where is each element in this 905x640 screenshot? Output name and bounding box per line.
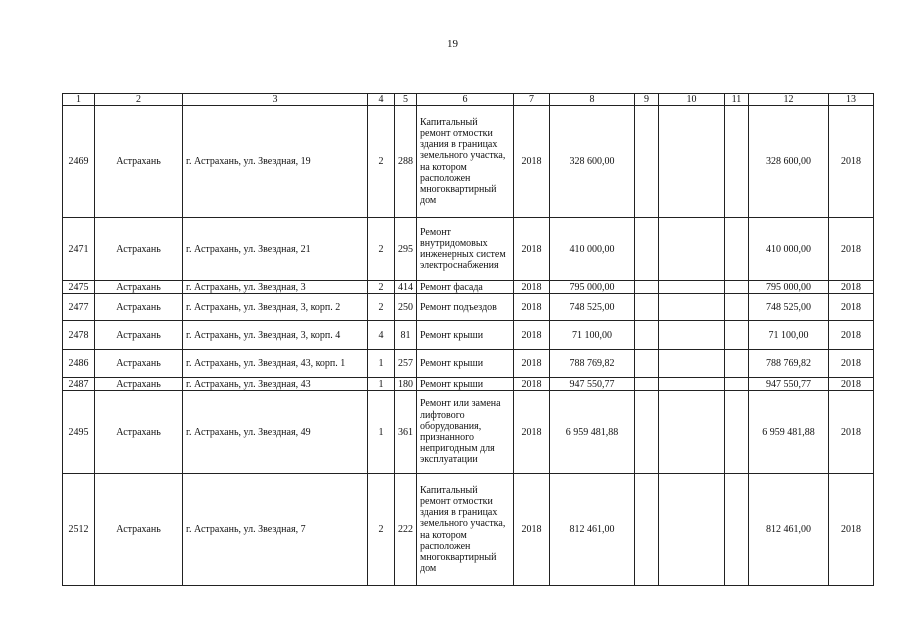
city-cell: Астрахань [95, 378, 183, 391]
total-cell: 71 100,00 [749, 321, 829, 350]
total-cell: 947 550,77 [749, 378, 829, 391]
year-cell: 2018 [514, 294, 550, 321]
row-number: 2512 [63, 474, 95, 586]
col4-cell: 2 [368, 106, 395, 218]
cost-cell: 748 525,00 [550, 294, 635, 321]
row-number: 2495 [63, 391, 95, 474]
city-cell: Астрахань [95, 218, 183, 281]
col10-cell [659, 350, 725, 378]
total-cell: 748 525,00 [749, 294, 829, 321]
city-cell: Астрахань [95, 294, 183, 321]
table-row [63, 391, 874, 474]
total-cell: 788 769,82 [749, 350, 829, 378]
table-row [63, 294, 874, 321]
page-number: 19 [447, 38, 458, 50]
city-cell: Астрахань [95, 391, 183, 474]
total-cell: 328 600,00 [749, 106, 829, 218]
col4-cell: 1 [368, 378, 395, 391]
col5-cell: 222 [395, 474, 417, 586]
address-cell: г. Астрахань, ул. Звездная, 49 [183, 391, 368, 474]
col11-cell [725, 350, 749, 378]
end-year-cell: 2018 [829, 321, 874, 350]
year-cell: 2018 [514, 378, 550, 391]
year-cell: 2018 [514, 281, 550, 294]
year-cell: 2018 [514, 391, 550, 474]
col5-cell: 250 [395, 294, 417, 321]
col4-cell: 2 [368, 281, 395, 294]
address-cell: г. Астрахань, ул. Звездная, 7 [183, 474, 368, 586]
table-row [63, 350, 874, 378]
row-number: 2478 [63, 321, 95, 350]
col4-cell: 1 [368, 391, 395, 474]
col5-cell: 414 [395, 281, 417, 294]
cost-cell: 788 769,82 [550, 350, 635, 378]
col5-cell: 180 [395, 378, 417, 391]
col10-cell [659, 106, 725, 218]
header-cell: 7 [514, 94, 550, 106]
col5-cell: 288 [395, 106, 417, 218]
total-cell: 410 000,00 [749, 218, 829, 281]
col9-cell [635, 378, 659, 391]
row-number: 2475 [63, 281, 95, 294]
cost-cell: 6 959 481,88 [550, 391, 635, 474]
col10-cell [659, 294, 725, 321]
city-cell: Астрахань [95, 474, 183, 586]
col5-cell: 81 [395, 321, 417, 350]
repair-program-table [62, 93, 874, 586]
header-cell: 1 [63, 94, 95, 106]
table-row [63, 321, 874, 350]
col11-cell [725, 218, 749, 281]
address-cell: г. Астрахань, ул. Звездная, 21 [183, 218, 368, 281]
cost-cell: 328 600,00 [550, 106, 635, 218]
cost-cell: 410 000,00 [550, 218, 635, 281]
col4-cell: 4 [368, 321, 395, 350]
cost-cell: 812 461,00 [550, 474, 635, 586]
row-number: 2477 [63, 294, 95, 321]
year-cell: 2018 [514, 350, 550, 378]
address-cell: г. Астрахань, ул. Звездная, 43 [183, 378, 368, 391]
table-row [63, 106, 874, 218]
city-cell: Астрахань [95, 350, 183, 378]
year-cell: 2018 [514, 321, 550, 350]
work-type-cell: Ремонт крыши [417, 350, 514, 378]
table-row [63, 218, 874, 281]
cost-cell: 71 100,00 [550, 321, 635, 350]
end-year-cell: 2018 [829, 106, 874, 218]
table-row [63, 474, 874, 586]
col11-cell [725, 391, 749, 474]
total-cell: 795 000,00 [749, 281, 829, 294]
work-type-cell: Ремонт крыши [417, 321, 514, 350]
col11-cell [725, 294, 749, 321]
col10-cell [659, 391, 725, 474]
table-row [63, 281, 874, 294]
cost-cell: 795 000,00 [550, 281, 635, 294]
col5-cell: 361 [395, 391, 417, 474]
work-type-cell: Ремонт крыши [417, 378, 514, 391]
address-cell: г. Астрахань, ул. Звездная, 3, корп. 2 [183, 294, 368, 321]
col4-cell: 2 [368, 218, 395, 281]
col9-cell [635, 321, 659, 350]
col4-cell: 2 [368, 294, 395, 321]
header-cell: 12 [749, 94, 829, 106]
end-year-cell: 2018 [829, 474, 874, 586]
end-year-cell: 2018 [829, 391, 874, 474]
end-year-cell: 2018 [829, 218, 874, 281]
col9-cell [635, 350, 659, 378]
end-year-cell: 2018 [829, 281, 874, 294]
header-cell: 3 [183, 94, 368, 106]
col9-cell [635, 391, 659, 474]
address-cell: г. Астрахань, ул. Звездная, 3 [183, 281, 368, 294]
col10-cell [659, 378, 725, 391]
total-cell: 812 461,00 [749, 474, 829, 586]
address-cell: г. Астрахань, ул. Звездная, 43, корп. 1 [183, 350, 368, 378]
col10-cell [659, 281, 725, 294]
end-year-cell: 2018 [829, 294, 874, 321]
col5-cell: 295 [395, 218, 417, 281]
year-cell: 2018 [514, 218, 550, 281]
address-cell: г. Астрахань, ул. Звездная, 3, корп. 4 [183, 321, 368, 350]
city-cell: Астрахань [95, 321, 183, 350]
row-number: 2486 [63, 350, 95, 378]
col5-cell: 257 [395, 350, 417, 378]
header-cell: 2 [95, 94, 183, 106]
col10-cell [659, 474, 725, 586]
header-cell: 10 [659, 94, 725, 106]
col9-cell [635, 218, 659, 281]
row-number: 2487 [63, 378, 95, 391]
total-cell: 6 959 481,88 [749, 391, 829, 474]
col10-cell [659, 321, 725, 350]
work-type-cell: Капитальный ремонт отмостки здания в границах земельного участка, на котором расположен многоквартирный дом [417, 106, 514, 218]
city-cell: Астрахань [95, 106, 183, 218]
year-cell: 2018 [514, 106, 550, 218]
header-cell: 8 [550, 94, 635, 106]
end-year-cell: 2018 [829, 378, 874, 391]
row-number: 2469 [63, 106, 95, 218]
col11-cell [725, 281, 749, 294]
col11-cell [725, 321, 749, 350]
col4-cell: 2 [368, 474, 395, 586]
header-cell: 11 [725, 94, 749, 106]
col11-cell [725, 378, 749, 391]
header-cell: 13 [829, 94, 874, 106]
cost-cell: 947 550,77 [550, 378, 635, 391]
work-type-cell: Ремонт или замена лифтового оборудования, признанного непригодным для эксплуатации [417, 391, 514, 474]
work-type-cell: Ремонт внутридомовых инженерных систем электроснабжения [417, 218, 514, 281]
header-cell: 5 [395, 94, 417, 106]
col9-cell [635, 474, 659, 586]
col11-cell [725, 106, 749, 218]
year-cell: 2018 [514, 474, 550, 586]
end-year-cell: 2018 [829, 350, 874, 378]
col9-cell [635, 281, 659, 294]
header-cell: 9 [635, 94, 659, 106]
city-cell: Астрахань [95, 281, 183, 294]
table-header-row [63, 94, 874, 106]
address-cell: г. Астрахань, ул. Звездная, 19 [183, 106, 368, 218]
col9-cell [635, 106, 659, 218]
table-row [63, 378, 874, 391]
header-cell: 6 [417, 94, 514, 106]
col11-cell [725, 474, 749, 586]
work-type-cell: Ремонт фасада [417, 281, 514, 294]
row-number: 2471 [63, 218, 95, 281]
col10-cell [659, 218, 725, 281]
col9-cell [635, 294, 659, 321]
work-type-cell: Капитальный ремонт отмостки здания в границах земельного участка, на котором расположен многоквартирный дом [417, 474, 514, 586]
header-cell: 4 [368, 94, 395, 106]
col4-cell: 1 [368, 350, 395, 378]
work-type-cell: Ремонт подъездов [417, 294, 514, 321]
